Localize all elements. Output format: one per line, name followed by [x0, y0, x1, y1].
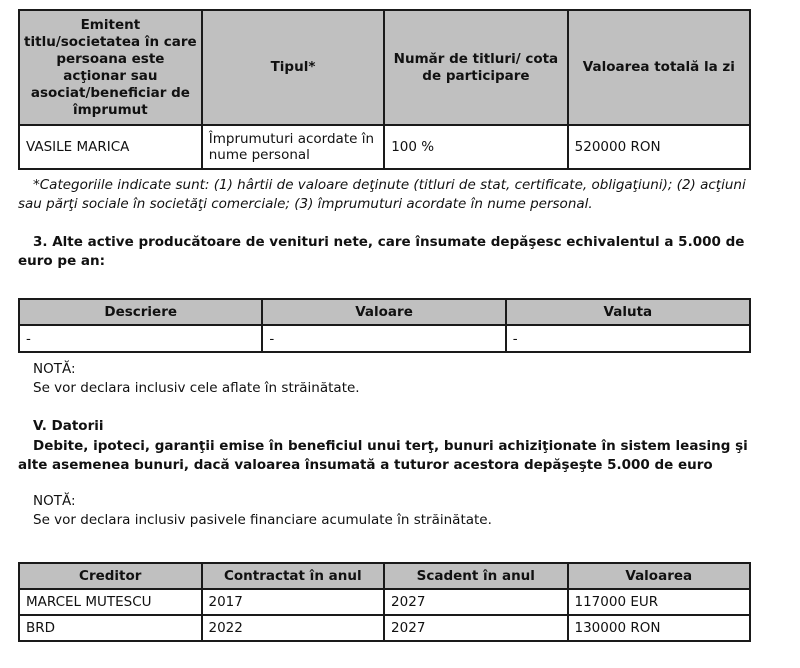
table-header-row — [19, 10, 750, 125]
section-v-note-text: Se vor declara inclusiv pasivele financiare acumulate în străinătate. — [33, 512, 492, 528]
column-header-valuta: Valuta — [506, 299, 750, 325]
section-v-subheading: Debite, ipoteci, garanţii emise în beneficiul unui terţ, bunuri achiziţionate în sistem leasing şi alte asemenea bunuri, dacă valoarea însumată a tuturor acestora depăşeşte 5.000 de euro — [18, 438, 748, 473]
column-header-emitent: Emitent titlu/societatea în care persoana este acţionar sau asociat/beneficiar de împrumut — [19, 10, 202, 125]
table-row — [19, 589, 750, 615]
cell-valoarea-totala: 520000 RON — [568, 125, 750, 169]
cell-valoare: - — [262, 325, 505, 352]
column-header-descriere: Descriere — [19, 299, 262, 325]
cell-scadent: 2027 — [384, 615, 567, 641]
other-assets-table — [18, 298, 751, 353]
table-row — [19, 125, 750, 169]
cell-valoarea: 130000 RON — [568, 615, 751, 641]
section-3-heading: 3. Alte active producătoare de venituri nete, care însumate depăşesc echivalentul a 5.000 de euro pe an: — [18, 234, 745, 269]
column-header-numar-titluri: Număr de titluri/ cota de participare — [384, 10, 567, 125]
cell-tipul: Împrumuturi acordate în nume personal — [202, 125, 384, 169]
table-row — [19, 615, 750, 641]
debts-table — [18, 562, 751, 642]
cell-creditor: MARCEL MUTESCU — [19, 589, 202, 615]
cell-numar-titluri: 100 % — [384, 125, 567, 169]
cell-emitent: VASILE MARICA — [19, 125, 202, 169]
section-v-note-label: NOTĂ: — [33, 493, 76, 509]
participations-table — [18, 9, 751, 170]
categories-footnote: *Categoriile indicate sunt: (1) hârtii de valoare deţinute (titluri de stat, certificate, obligaţiuni); (2) acţiuni sau părţi sociale în societăţi comerciale; (3) împrumuturi acordate în nume personal. — [18, 177, 746, 212]
table-row — [19, 325, 750, 352]
column-header-tipul: Tipul* — [202, 10, 384, 125]
cell-contractat: 2022 — [202, 615, 385, 641]
cell-contractat: 2017 — [202, 589, 385, 615]
column-header-creditor: Creditor — [19, 563, 202, 589]
column-header-valoarea: Valoarea — [568, 563, 751, 589]
column-header-contractat: Contractat în anul — [202, 563, 385, 589]
cell-descriere: - — [19, 325, 262, 352]
section-3-note-label: NOTĂ: — [33, 361, 76, 377]
column-header-valoarea-totala: Valoarea totală la zi — [568, 10, 750, 125]
table-header-row — [19, 299, 750, 325]
cell-scadent: 2027 — [384, 589, 567, 615]
table-header-row — [19, 563, 750, 589]
column-header-valoare: Valoare — [262, 299, 505, 325]
column-header-scadent: Scadent în anul — [384, 563, 567, 589]
section-v-heading: V. Datorii — [33, 418, 104, 434]
cell-valoarea: 117000 EUR — [568, 589, 751, 615]
cell-valuta: - — [506, 325, 750, 352]
section-3-note-text: Se vor declara inclusiv cele aflate în străinătate. — [33, 380, 360, 396]
cell-creditor: BRD — [19, 615, 202, 641]
